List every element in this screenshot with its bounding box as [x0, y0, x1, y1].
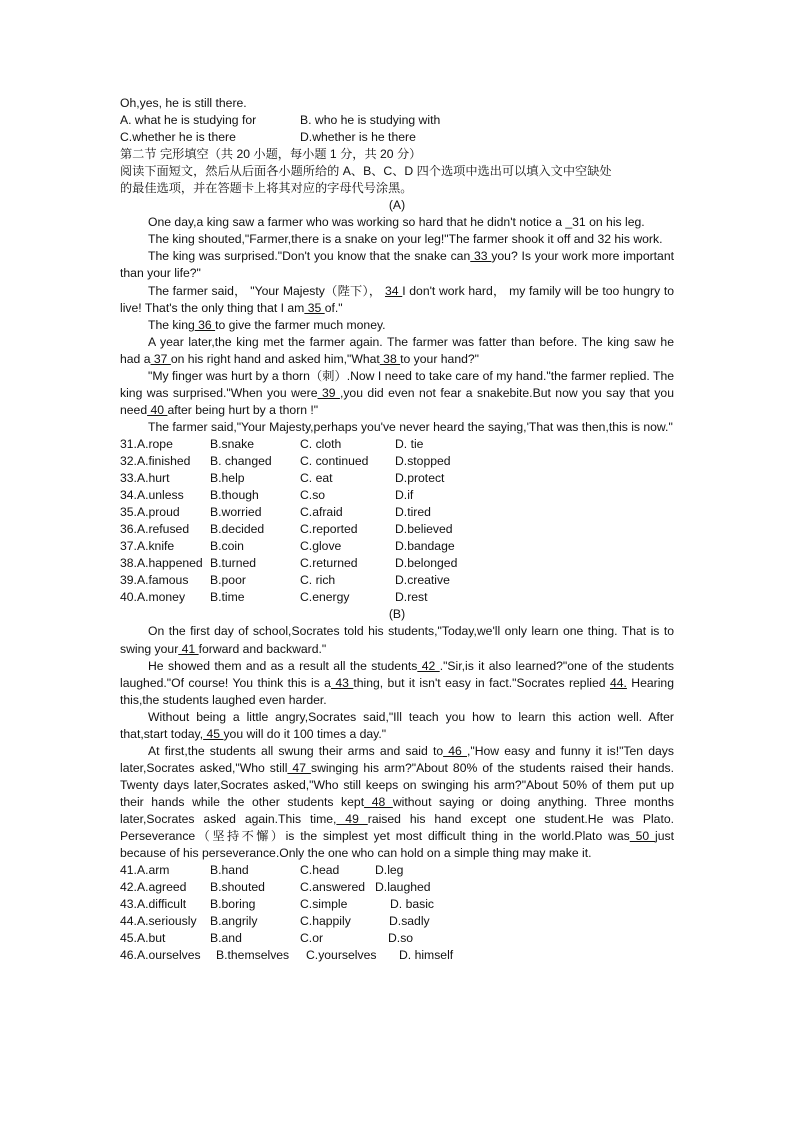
text: He showed them and as a result all the students — [148, 658, 418, 673]
option: B.time — [210, 590, 245, 605]
option: D.tired — [395, 505, 431, 520]
passage-a-para-3 — [120, 248, 674, 282]
text: The king — [148, 317, 195, 332]
text: At first,the students all swung their arms and said to — [148, 743, 444, 758]
option-row-39 — [120, 572, 674, 589]
text: forward and backward." — [198, 641, 327, 656]
blank-47: 47 — [287, 760, 311, 775]
option: 33.A.hurt — [120, 471, 170, 486]
option: C.energy — [300, 590, 350, 605]
text: The farmer said， "Your Majesty（陛下）， — [148, 283, 385, 298]
option-row-42 — [120, 879, 674, 896]
option: C.so — [300, 488, 326, 503]
option: C. rich — [300, 573, 336, 588]
blank-35: 35 — [304, 300, 325, 315]
option: D. himself — [399, 948, 454, 963]
option: 42.A.agreed — [120, 880, 187, 895]
text: ."Sir,is it also learned?"one of the students laughed."Of course! You think this is a — [120, 658, 674, 690]
option: B.worried — [210, 505, 262, 520]
option-row-44 — [120, 913, 674, 930]
prev-answer-line: Oh,yes, he is still there. — [120, 96, 247, 110]
option-row-36 — [120, 521, 674, 538]
text: just because of his perseverance.Only the one who can hold on a simple thing may make it. — [120, 829, 674, 861]
option: C.answered — [300, 880, 366, 895]
option-row-31 — [120, 436, 674, 453]
option: B.themselves — [216, 948, 290, 963]
option: C.reported — [300, 522, 358, 537]
blank-49: 49 — [336, 811, 368, 826]
option-row-37 — [120, 538, 674, 555]
option: 46.A.ourselves — [120, 948, 201, 963]
text: "My finger was hurt by a thorn（刺）.Now I need to take care of my hand."the farmer replied. The king was surprised."When you were — [120, 368, 674, 400]
option-row-46 — [120, 947, 674, 964]
option: D.creative — [395, 573, 450, 588]
blank-36: 36 — [194, 317, 216, 332]
text: ,"How easy and funny it is!"Ten days later,Socrates asked,"Who still — [120, 743, 674, 775]
passage-a-para-6 — [120, 334, 674, 368]
text: I don't work hard， my family will be too hungry to live! That's the only thing that I am — [120, 283, 675, 315]
option: B.hand — [210, 863, 249, 878]
option: 34.A.unless — [120, 488, 184, 503]
option: B.help — [210, 471, 245, 486]
option: 35.A.proud — [120, 505, 180, 520]
text: you will do it 100 times a day." — [223, 726, 387, 741]
option-row-41 — [120, 862, 674, 879]
text: raised his hand except one student.He was Plato. Perseverance（坚持不懈）is the simplest yet most difficult thing in the world.Plato was — [120, 811, 674, 844]
option: B.decided — [210, 522, 265, 537]
option-row-35 — [120, 504, 674, 521]
passage-b-para-1 — [120, 623, 674, 657]
option: C.or — [300, 931, 324, 946]
option: C.returned — [300, 556, 358, 571]
text: swinging his arm?"About 80% of the students raised their hands. Twenty days later,Socrates asked,"Who still keeps on swinging his arm?"About 50% of them put up their hands while the other students kept — [120, 760, 674, 809]
option: B.turned — [210, 556, 257, 571]
option: D.laughed — [375, 880, 431, 895]
option: B.shouted — [210, 880, 265, 895]
option: C.head — [300, 863, 340, 878]
option: C.afraid — [300, 505, 343, 520]
option: B.and — [210, 931, 242, 946]
text: thing, but it isn't easy in fact."Socrates replied — [353, 675, 606, 690]
text: without saying or doing anything. Three months later,Socrates asked again.This time, — [120, 794, 674, 826]
option: B.poor — [210, 573, 246, 588]
passage-a-label: (A) — [388, 198, 406, 213]
option: D. basic — [390, 897, 435, 912]
text: The king was surprised."Don't you know that the snake can — [148, 249, 471, 264]
blank-34: 34 — [385, 283, 403, 298]
option: B.boring — [210, 897, 256, 912]
blank-39: 39 — [317, 385, 340, 400]
text: Hearing this,the students laughed even harder. — [120, 675, 674, 707]
passage-a-para-4 — [120, 283, 674, 317]
option: D.so — [388, 931, 414, 946]
option: C.simple — [300, 897, 348, 912]
option: 41.A.arm — [120, 863, 170, 878]
option: B.though — [210, 488, 259, 503]
option: 32.A.finished — [120, 453, 191, 468]
passage-b-para-2 — [120, 658, 674, 709]
option: D.believed — [395, 522, 453, 537]
prev-option-a: A. what he is studying for — [120, 113, 257, 128]
blank-46: 46 — [443, 743, 467, 758]
option: D.leg — [375, 863, 404, 878]
option-row-45 — [120, 930, 674, 947]
passage-a-para-7 — [120, 368, 674, 419]
option: C. cloth — [300, 436, 342, 451]
passage-a-para-5 — [120, 317, 674, 334]
options-b — [120, 862, 674, 964]
option: B.snake — [210, 436, 255, 451]
text: Without being a little angry,Socrates said,"Ill teach you how to learn this action well. After that,start today, — [120, 709, 674, 741]
blank-40: 40 — [147, 402, 168, 417]
text: On the first day of school,Socrates told his students,"Today,we'll only learn one thing. That is to swing your — [120, 624, 674, 656]
prev-options-row-2 — [120, 129, 674, 146]
passage-b-para-4 — [120, 743, 674, 862]
text: ,you did even not fear a snakebite.But now you say that you need — [120, 385, 674, 417]
passage-a-para-1: One day,a king saw a farmer who was working so hard that he didn't notice a _31 on his leg. — [148, 215, 645, 230]
option: D.if — [395, 488, 414, 503]
option: 37.A.knife — [120, 539, 175, 554]
option: D. tie — [395, 436, 424, 451]
passage-a-para-2: The king shouted,"Farmer,there is a snake on your leg!"The farmer shook it off and 32 his work. — [148, 232, 663, 247]
option: D.protect — [395, 471, 445, 486]
section-instructions-2: 的最佳选项，并在答题卡上将其对应的字母代号涂黑。 — [120, 181, 413, 196]
blank-38: 38 — [379, 351, 401, 366]
option: B.angrily — [210, 914, 258, 929]
text: after being hurt by a thorn !" — [167, 402, 319, 417]
options-a — [120, 436, 674, 606]
prev-option-c: C.whether he is there — [120, 130, 236, 145]
option: 45.A.but — [120, 931, 166, 946]
text: of." — [324, 300, 343, 315]
option: D.belonged — [395, 556, 458, 571]
option: C.yourselves — [306, 948, 377, 963]
option: D.stopped — [395, 453, 451, 468]
option: D.rest — [395, 590, 428, 605]
passage-b-para-3 — [120, 709, 674, 743]
text: A year later,the king met the farmer again. The farmer was fatter than before. The king saw he had a — [120, 334, 674, 366]
blank-45: 45 — [203, 726, 224, 741]
blank-42: 42 — [417, 658, 440, 673]
option-row-40 — [120, 589, 674, 606]
prev-option-d: D.whether is he there — [300, 130, 416, 145]
option: D.sadly — [389, 914, 430, 929]
prev-options-row-1 — [120, 112, 674, 129]
option: B. changed — [210, 453, 272, 468]
option: 44.A.seriously — [120, 914, 197, 929]
option-row-33 — [120, 470, 674, 487]
option-row-43 — [120, 896, 674, 913]
passage-a-para-8: The farmer said,"Your Majesty,perhaps you've never heard the saying,'That was then,this is now." — [148, 419, 673, 434]
option: B.coin — [210, 539, 244, 554]
section-title: 第二节 完形填空（共 20 小题，每小题 1 分，共 20 分） — [120, 147, 422, 162]
option: C.happily — [300, 914, 351, 929]
option: C. continued — [300, 453, 369, 468]
blank-37: 37 — [150, 351, 171, 366]
blank-50: 50 — [629, 829, 656, 844]
blank-33: 33 — [470, 249, 492, 264]
section-instructions-1: 阅读下面短文，然后从后面各小题所给的 A、B、C、D 四个选项中选出可以填入文中空缺处 — [120, 164, 612, 179]
text: to your hand?" — [400, 351, 479, 366]
option-row-32 — [120, 453, 674, 470]
passage-b-label: (B) — [388, 607, 406, 622]
option: 40.A.money — [120, 590, 186, 605]
text: on his right hand and asked him,"What — [170, 351, 380, 366]
option: 38.A.happened — [120, 556, 203, 571]
text: to give the farmer much money. — [215, 317, 386, 332]
option: D.bandage — [395, 539, 455, 554]
option-row-38 — [120, 555, 674, 572]
blank-44: 44. — [609, 675, 627, 690]
exam-page — [120, 95, 674, 964]
blank-48: 48 — [364, 794, 393, 809]
option-row-34 — [120, 487, 674, 504]
prev-option-b: B. who he is studying with — [300, 113, 441, 128]
option: C. eat — [300, 471, 333, 486]
option: 31.A.rope — [120, 436, 173, 451]
text: you? Is your work more important than your life?" — [120, 249, 674, 281]
option: C.glove — [300, 539, 342, 554]
option: 36.A.refused — [120, 522, 190, 537]
blank-43: 43 — [330, 675, 354, 690]
blank-41: 41 — [178, 641, 199, 656]
option: 39.A.famous — [120, 573, 189, 588]
option: 43.A.difficult — [120, 897, 187, 912]
